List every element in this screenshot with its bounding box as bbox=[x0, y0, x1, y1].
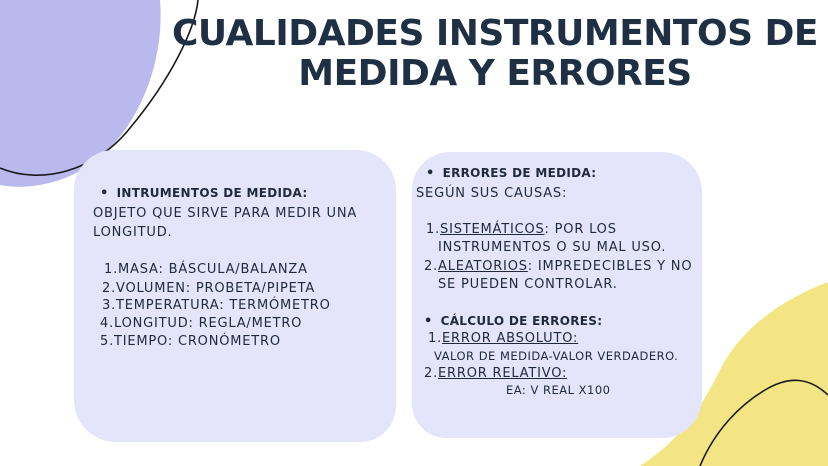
list-item: 1.SISTEMÁTICOS: POR LOS bbox=[426, 222, 617, 237]
calc-heading: • CÁLCULO DE ERRORES: bbox=[424, 314, 602, 329]
list-item: 5.TIEMPO: CRONÓMETRO bbox=[100, 334, 281, 349]
instruments-heading: • INTRUMENTOS DE MEDIDA: bbox=[100, 186, 307, 201]
page-title bbox=[170, 14, 820, 94]
list-item: 3.TEMPERATURA: TERMÓMETRO bbox=[102, 298, 331, 313]
list-item-continuation: SE PUEDEN CONTROLAR. bbox=[438, 277, 618, 292]
list-item: 2.ALEATORIOS: IMPREDECIBLES Y NO bbox=[424, 259, 693, 274]
title-line-2: MEDIDA Y ERRORES bbox=[298, 53, 692, 94]
list-item-continuation: INSTRUMENTOS O SU MAL USO. bbox=[438, 240, 667, 255]
list-item: 2.VOLUMEN: PROBETA/PIPETA bbox=[102, 281, 316, 296]
list-item: 1.ERROR ABSOLUTO: bbox=[428, 331, 579, 346]
definition-line-1: OBJETO QUE SIRVE PARA MEDIR UNA bbox=[93, 206, 358, 221]
errors-heading: • ERRORES DE MEDIDA: bbox=[426, 166, 596, 181]
list-item: 1.MASA: BÁSCULA/BALANZA bbox=[104, 262, 308, 277]
causes-label: SEGÚN SUS CAUSAS: bbox=[416, 186, 568, 201]
list-item: 2.ERROR RELATIVO: bbox=[424, 366, 568, 381]
list-item-detail: EA: V REAL X100 bbox=[506, 383, 611, 397]
definition-line-2: LONGITUD. bbox=[93, 225, 173, 240]
list-item: 4.LONGITUD: REGLA/METRO bbox=[100, 316, 303, 331]
title-line-1: CUALIDADES INSTRUMENTOS DE bbox=[171, 13, 819, 54]
list-item-detail: VALOR DE MEDIDA-VALOR VERDADERO. bbox=[434, 349, 679, 363]
